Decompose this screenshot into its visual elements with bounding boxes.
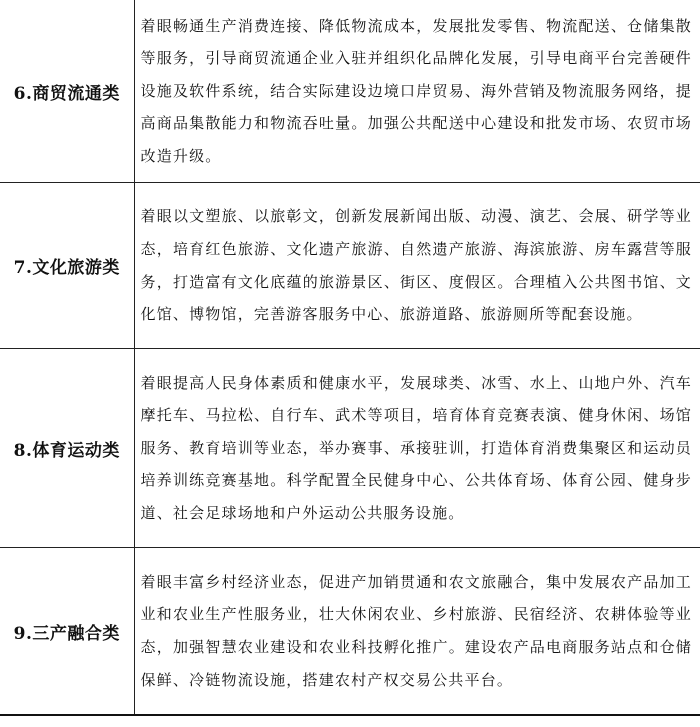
description-text: 着眼以文塑旅、以旅彰文，创新发展新闻出版、动漫、演艺、会展、研学等业态，培育红色旅游、文化遗产旅游、自然遗产旅游、海滨旅游、房车露营等服务，打造富有文化底蕴的旅游景区、街区、度假区。合理植入公共图书馆、文化馆、博物馆，完善游客服务中心、旅游道路、旅游厕所等配套设施。 [140, 207, 692, 324]
category-cell-commerce: 6.商贸流通类 [0, 0, 134, 183]
description-cell-commerce [134, 0, 700, 183]
category-cell-culture-tourism: 7.文化旅游类 [0, 183, 134, 349]
description-text: 着眼丰富乡村经济业态，促进产加销贯通和农文旅融合，集中发展农产品加工业和农业生产性服务业，壮大休闲农业、乡村旅游、民宿经济、农耕体验等业态，加强智慧农业建设和农业科技孵化推广。建设农产品电商服务站点和仓储保鲜、冷链物流设施，搭建农村产权交易公共平台。 [140, 572, 692, 689]
description-text: 着眼畅通生产消费连接、降低物流成本，发展批发零售、物流配送、仓储集散等服务，引导商贸流通企业入驻并组织化品牌化发展，引导电商平台完善硬件设施及软件系统，结合实际建设边境口岸贸易、海外营销及物流服务网络，提高商品集散能力和物流吞吐量。加强公共配送中心建设和批发市场、农贸市场改造升级。 [140, 16, 692, 165]
table-row [0, 548, 700, 716]
description-cell-sports [134, 349, 700, 548]
category-cell-integration: 9.三产融合类 [0, 548, 134, 716]
description-cell-integration [134, 548, 700, 716]
table-row [0, 0, 700, 183]
table-row [0, 349, 700, 548]
category-cell-sports: 8.体育运动类 [0, 349, 134, 548]
table-row [0, 183, 700, 349]
description-cell-culture-tourism [134, 183, 700, 349]
description-text: 着眼提高人民身体素质和健康水平，发展球类、冰雪、水上、山地户外、汽车摩托车、马拉松、自行车、武术等项目，培育体育竞赛表演、健身休闲、场馆服务、教育培训等业态，举办赛事、承接驻训，打造体育消费集聚区和运动员培养训练竞赛基地。科学配置全民健身中心、公共体育场、体育公园、健身步道、社会足球场地和户外运动公共服务设施。 [140, 373, 692, 522]
